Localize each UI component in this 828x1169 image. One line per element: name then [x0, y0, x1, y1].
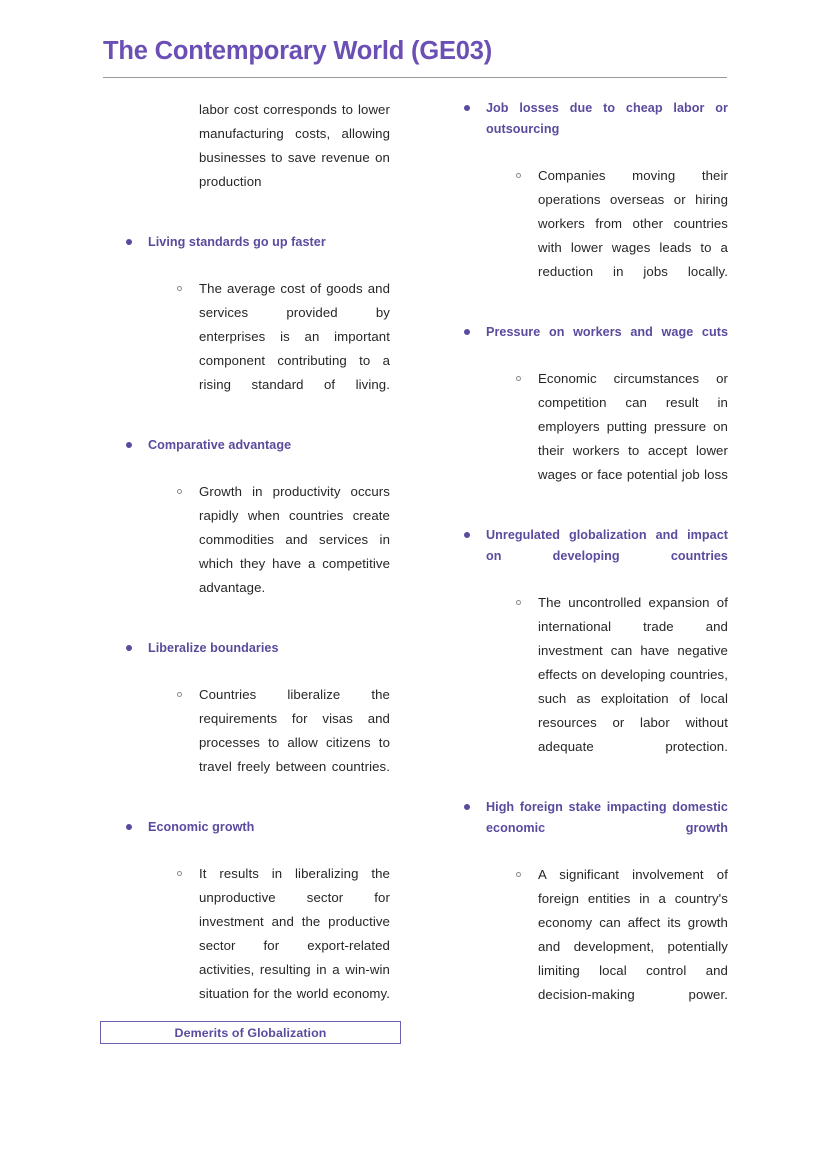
filled-bullet-icon	[464, 532, 470, 538]
sub-bullet-detail: Growth in productivity occurs rapidly when countries create commodities and services in which they have a competitive advantage.	[199, 484, 390, 595]
list-item	[120, 435, 390, 624]
bullet-heading-row	[458, 322, 728, 364]
sub-bullet-row	[458, 863, 728, 1031]
sub-bullet-detail: The uncontrolled expansion of international trade and investment can have negative effects on developing countries, such as exploitation of local resources or labor without adequate protection.	[538, 595, 728, 754]
filled-bullet-icon	[464, 105, 470, 111]
sub-bullet-row	[458, 367, 728, 511]
section-header-box	[100, 1021, 401, 1044]
sub-bullet-row	[120, 862, 390, 1030]
sub-bullet-row	[120, 480, 390, 624]
list-item	[458, 322, 728, 511]
bullet-heading-row	[120, 817, 390, 859]
bullet-heading: Job losses due to cheap labor or outsourcing	[486, 101, 728, 136]
right-column	[458, 98, 728, 1031]
bullet-heading: Comparative advantage	[148, 438, 292, 452]
hollow-bullet-icon	[516, 872, 521, 877]
hollow-bullet-icon	[177, 489, 182, 494]
bullet-heading-row	[120, 638, 390, 680]
continued-paragraph-block	[120, 98, 390, 218]
bullet-heading-row	[458, 98, 728, 161]
list-item	[120, 817, 390, 1030]
continued-paragraph: labor cost corresponds to lower manufacturing costs, allowing businesses to save revenue on production	[199, 102, 390, 189]
bullet-heading-row	[120, 435, 390, 477]
sub-bullet-row	[458, 591, 728, 783]
hollow-bullet-icon	[516, 600, 521, 605]
bullet-heading: High foreign stake impacting domestic economic growth	[486, 800, 728, 835]
content-columns	[0, 98, 828, 1018]
sub-bullet-row	[458, 164, 728, 308]
bullet-heading: Unregulated globalization and impact on developing countries	[486, 528, 728, 563]
sub-bullet-detail: The average cost of goods and services provided by enterprises is an important component contributing to a rising standard of living.	[199, 281, 390, 392]
bullet-heading-row	[458, 525, 728, 588]
bullet-heading-row	[458, 797, 728, 860]
bullet-heading: Economic growth	[148, 820, 255, 834]
hollow-bullet-icon	[516, 173, 521, 178]
hollow-bullet-icon	[177, 692, 182, 697]
list-item	[458, 98, 728, 308]
bullet-heading: Living standards go up faster	[148, 235, 326, 249]
sub-bullet-detail: It results in liberalizing the unproductive sector for investment and the productive sector for export-related activities, resulting in a win-win situation for the world economy.	[199, 866, 390, 1001]
page-header	[103, 36, 727, 78]
hollow-bullet-icon	[177, 871, 182, 876]
filled-bullet-icon	[126, 645, 132, 651]
bullet-heading-row	[120, 232, 390, 274]
section-header-label: Demerits of Globalization	[174, 1025, 327, 1040]
list-item	[120, 232, 390, 421]
hollow-bullet-icon	[177, 286, 182, 291]
filled-bullet-icon	[126, 239, 132, 245]
sub-bullet-row	[120, 277, 390, 421]
filled-bullet-icon	[126, 824, 132, 830]
bullet-heading: Pressure on workers and wage cuts	[486, 325, 728, 339]
bullet-heading: Liberalize boundaries	[148, 641, 279, 655]
filled-bullet-icon	[464, 804, 470, 810]
list-item	[458, 525, 728, 783]
page-title: The Contemporary World (GE03)	[103, 37, 493, 65]
title-divider	[103, 77, 727, 78]
sub-bullet-detail: Countries liberalize the requirements for visas and processes to allow citizens to travel freely between countries.	[199, 687, 390, 774]
list-item	[458, 797, 728, 1031]
list-item	[120, 638, 390, 803]
filled-bullet-icon	[464, 329, 470, 335]
left-column	[120, 98, 390, 1030]
sub-bullet-row	[120, 683, 390, 803]
sub-bullet-detail: A significant involvement of foreign entities in a country's economy can affect its growth and development, potentially limiting local control and decision-making power.	[538, 867, 728, 1002]
filled-bullet-icon	[126, 442, 132, 448]
hollow-bullet-icon	[516, 376, 521, 381]
sub-bullet-detail: Economic circumstances or competition can result in employers putting pressure on their workers to accept lower wages or face potential job loss	[538, 371, 728, 482]
sub-bullet-detail: Companies moving their operations overseas or hiring workers from other countries with lower wages leads to a reduction in jobs locally.	[538, 168, 728, 279]
